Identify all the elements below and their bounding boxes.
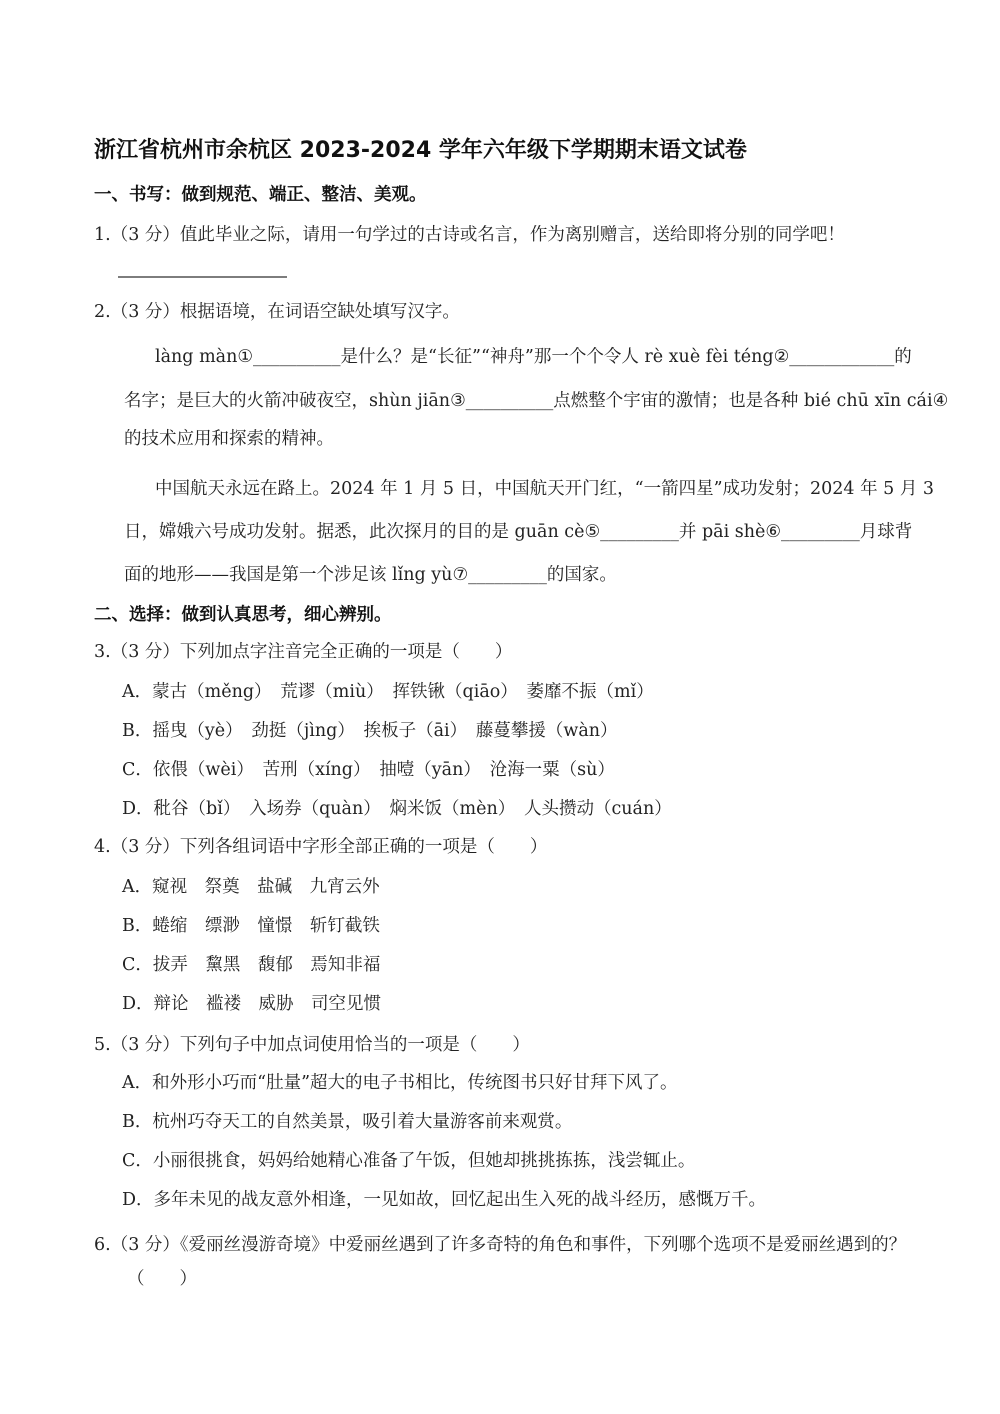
question-5-option-d: D．多年未见的战友意外相逢，一见如故，回忆起出生入死的战斗经历，感慨万千。 (122, 1190, 767, 1210)
question-5-option-c: C．小丽很挑食，妈妈给她精心准备了午饭，但她却挑挑拣拣，浅尝辄止。 (122, 1151, 696, 1171)
question-5-stem: 5.（3 分）下列句子中加点词使用恰当的一项是（ ） (94, 1035, 530, 1055)
question-2-paragraph-line: 中国航天永远在路上。2024 年 1 月 5 日，中国航天开门红，“一箭四星”成功发射；2024 年 5 月 3 (155, 479, 935, 499)
question-4-option-b: B．蜷缩 缥渺 憧憬 斩钉截铁 (122, 916, 380, 936)
question-3-option-b: B．摇曳（yè） 劲挺（jìng） 挨板子（āi） 藤蔓攀援（wàn） (122, 721, 618, 741)
question-3-option-c: C．依偎（wèi） 苦刑（xíng） 抽噎（yān） 沧海一粟（sù） (122, 760, 615, 780)
question-2-paragraph-line: 面的地形——我国是第一个涉足该 lǐng yù⑦_________的国家。 (124, 565, 617, 585)
question-6-answer-brackets: （ ） (127, 1269, 197, 1289)
question-3-option-a: A．蒙古（měng） 荒谬（miù） 挥铁锹（qiāo） 萎靡不振（mǐ） (122, 682, 654, 702)
question-4-option-c: C．拔弄 黧黑 馥郁 焉知非福 (122, 955, 381, 975)
question-1-stem: 1.（3 分）值此毕业之际，请用一句学过的古诗或名言，作为离别赠言，送给即将分别的同学吧！ (94, 225, 845, 245)
section-heading-choice: 二、选择：做到认真思考，细心辨别。 (94, 605, 392, 625)
question-2-paragraph-line: 的技术应用和探索的精神。 (124, 429, 334, 449)
question-1-answer-line (118, 276, 287, 278)
question-2-paragraph-line: 名字；是巨大的火箭冲破夜空，shùn jiān③__________点燃整个宇宙的激情；也是各种 bié chū xīn cái④ (124, 391, 949, 411)
question-5-option-a: A．和外形小巧而“肚量”超大的电子书相比，传统图书只好甘拜下风了。 (122, 1073, 678, 1093)
question-2-stem: 2.（3 分）根据语境，在词语空缺处填写汉字。 (94, 302, 460, 322)
question-4-stem: 4.（3 分）下列各组词语中字形全部正确的一项是（ ） (94, 837, 548, 857)
question-6-stem: 6.（3 分）《爱丽丝漫游奇境》中爱丽丝遇到了许多奇特的角色和事件，下列哪个选项不是爱丽丝遇到的？ (94, 1235, 907, 1255)
question-5-option-b: B．杭州巧夺天工的自然美景，吸引着大量游客前来观赏。 (122, 1112, 573, 1132)
section-heading-writing: 一、书写：做到规范、端正、整洁、美观。 (94, 185, 427, 205)
question-2-paragraph-line: 日，嫦娥六号成功发射。据悉，此次探月的目的是 guān cè⑤_________并 pāi shè⑥_________月球背 (124, 522, 913, 542)
exam-title: 浙江省杭州市余杭区 2023-2024 学年六年级下学期期末语文试卷 (94, 138, 747, 163)
question-4-option-d: D．辩论 褴褛 威胁 司空见惯 (122, 994, 382, 1014)
question-3-stem: 3.（3 分）下列加点字注音完全正确的一项是（ ） (94, 642, 513, 662)
question-2-paragraph-line: làng màn①__________是什么？是“长征”“神舟”那一个个令人 rè xuè fèi téng②____________的 (155, 347, 912, 367)
question-3-option-d: D．秕谷（bǐ） 入场券（quàn） 焖米饭（mèn） 人头攒动（cuán） (122, 799, 672, 819)
question-4-option-a: A．窥视 祭奠 盐碱 九宵云外 (122, 877, 380, 897)
